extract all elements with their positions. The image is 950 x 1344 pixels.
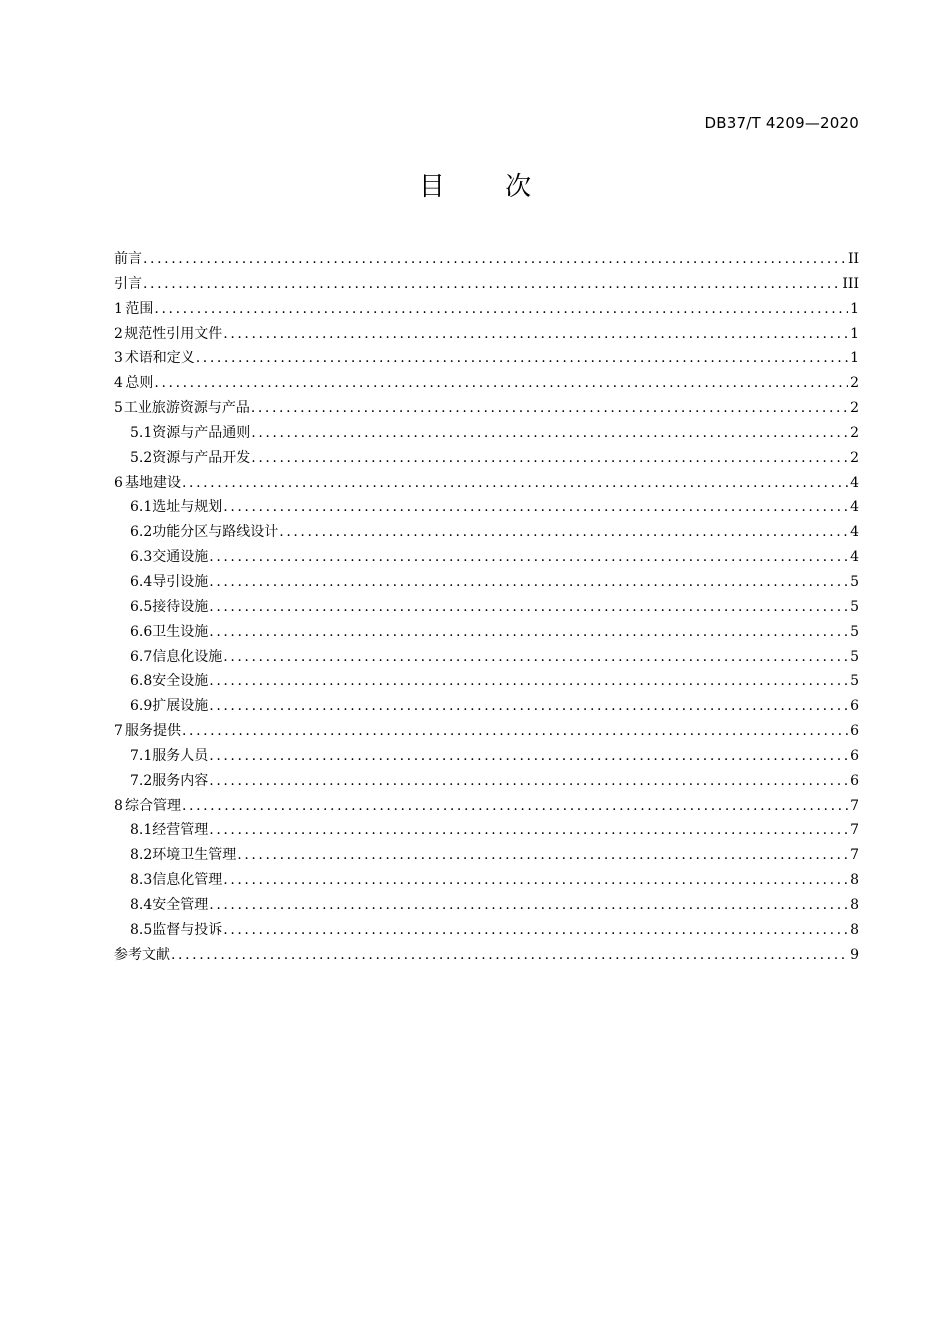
toc-entry-label: 基地建设 [124, 474, 181, 491]
toc-entry[interactable] [114, 520, 859, 545]
toc-dot-leader [209, 620, 848, 645]
toc-dot-leader [237, 843, 848, 868]
toc-entry-label: 总则 [125, 375, 154, 392]
toc-entry-page-number: 4 [850, 549, 859, 566]
toc-entry-label: 工业旅游资源与产品 [123, 400, 250, 417]
toc-dot-leader [182, 471, 848, 496]
toc-entry[interactable] [114, 371, 859, 396]
toc-entry-number: 7.2 [130, 772, 153, 789]
toc-entry-label: 接待设施 [152, 598, 209, 615]
toc-entry-page-number: 1 [850, 325, 859, 342]
toc-entry-page-number: 6 [850, 747, 859, 764]
toc-entry-number: 7 [114, 723, 123, 740]
toc-entry-page-number: III [842, 275, 859, 292]
toc-entry[interactable] [114, 719, 859, 744]
toc-entry-number: 5 [114, 400, 123, 417]
toc-entry-label: 经营管理 [152, 822, 209, 839]
toc-entry-page-number: 5 [850, 623, 859, 640]
table-of-contents [114, 247, 859, 967]
toc-dot-leader [209, 669, 848, 694]
toc-entry[interactable] [114, 794, 859, 819]
toc-entry-number: 8.3 [130, 872, 153, 889]
toc-entry-label: 信息化管理 [152, 872, 223, 889]
toc-entry-number: 6.4 [130, 573, 153, 590]
toc-entry-label: 参考文献 [114, 946, 170, 963]
toc-entry[interactable] [114, 918, 859, 943]
toc-entry-label: 资源与产品通则 [152, 424, 251, 441]
toc-entry[interactable] [114, 421, 859, 446]
toc-dot-leader [171, 943, 848, 968]
toc-entry-page-number: 8 [850, 921, 859, 938]
toc-entry-page-number: 5 [850, 598, 859, 615]
toc-dot-leader [223, 645, 848, 670]
toc-entry-label: 引言 [114, 275, 142, 292]
toc-entry-page-number: 2 [850, 400, 859, 417]
toc-dot-leader [182, 794, 848, 819]
toc-entry-page-number: 5 [850, 648, 859, 665]
toc-entry[interactable] [114, 471, 859, 496]
toc-entry[interactable] [114, 495, 859, 520]
toc-entry[interactable] [114, 570, 859, 595]
toc-dot-leader [209, 769, 848, 794]
toc-entry-label: 规范性引用文件 [124, 325, 223, 342]
toc-entry-page-number: 7 [850, 847, 859, 864]
toc-entry-page-number: 4 [850, 499, 859, 516]
toc-entry[interactable] [114, 272, 859, 297]
toc-dot-leader [223, 918, 848, 943]
toc-dot-leader [209, 744, 848, 769]
toc-entry[interactable] [114, 744, 859, 769]
toc-entry-label: 综合管理 [124, 797, 181, 814]
toc-entry-page-number: 6 [850, 772, 859, 789]
toc-entry[interactable] [114, 893, 859, 918]
toc-entry-page-number: 2 [850, 375, 859, 392]
toc-entry-label: 前言 [114, 251, 142, 267]
toc-entry[interactable] [114, 396, 859, 421]
toc-entry-page-number: 5 [850, 573, 859, 590]
toc-entry-label: 选址与规划 [152, 499, 223, 516]
toc-dot-leader [223, 868, 848, 893]
toc-dot-leader [209, 545, 848, 570]
toc-entry[interactable] [114, 545, 859, 570]
toc-entry-page-number: 5 [850, 673, 859, 690]
toc-entry-label: 交通设施 [152, 549, 209, 566]
toc-entry-page-number: 9 [850, 946, 859, 963]
toc-entry-page-number: 8 [850, 872, 859, 889]
toc-dot-leader [251, 446, 848, 471]
toc-entry-label: 资源与产品开发 [152, 449, 251, 466]
toc-entry[interactable] [114, 446, 859, 471]
toc-entry[interactable] [114, 769, 859, 794]
toc-entry-number: 6.8 [130, 673, 153, 690]
toc-entry-label: 导引设施 [152, 573, 209, 590]
toc-dot-leader [209, 818, 848, 843]
toc-entry[interactable] [114, 297, 859, 322]
toc-entry-page-number: 6 [850, 723, 859, 740]
toc-entry[interactable] [114, 620, 859, 645]
toc-entry[interactable] [114, 346, 859, 371]
toc-entry-number: 3 [114, 350, 123, 367]
toc-entry-label: 监督与投诉 [152, 921, 223, 938]
toc-entry-label: 范围 [125, 300, 154, 317]
toc-entry-number: 2 [114, 325, 123, 342]
toc-entry-number: 6.1 [130, 499, 153, 516]
toc-dot-leader [182, 719, 848, 744]
toc-entry-label: 卫生设施 [152, 623, 209, 640]
toc-entry-label: 术语和定义 [124, 350, 195, 367]
toc-entry-number: 8.1 [130, 822, 153, 839]
toc-entry[interactable] [114, 595, 859, 620]
toc-entry-page-number: 2 [850, 449, 859, 466]
toc-dot-leader [209, 595, 848, 620]
toc-dot-leader [143, 247, 846, 272]
toc-entry-page-number: 7 [850, 822, 859, 839]
toc-dot-leader [279, 520, 848, 545]
toc-entry-number: 6.2 [130, 524, 153, 541]
toc-dot-leader [209, 570, 848, 595]
toc-entry[interactable] [114, 645, 859, 670]
toc-entry[interactable] [114, 694, 859, 719]
toc-entry-page-number: 4 [850, 524, 859, 541]
toc-dot-leader [223, 495, 848, 520]
toc-entry[interactable] [114, 843, 859, 868]
toc-entry-number: 1 [114, 300, 123, 317]
toc-dot-leader [154, 297, 848, 322]
toc-entry-label: 环境卫生管理 [152, 847, 237, 864]
toc-entry-page-number: 1 [850, 350, 859, 367]
toc-entry-label: 服务提供 [124, 723, 181, 740]
toc-entry-page-number: 2 [850, 424, 859, 441]
toc-entry-page-number: 8 [850, 896, 859, 913]
page-title: 目 次 [418, 172, 558, 202]
toc-entry[interactable] [114, 322, 859, 347]
toc-entry-label: 服务人员 [152, 747, 209, 764]
toc-entry-number: 4 [114, 375, 123, 392]
toc-entry-number: 8 [114, 797, 123, 814]
toc-entry[interactable] [114, 868, 859, 893]
toc-entry-label: 功能分区与路线设计 [152, 524, 279, 541]
toc-dot-leader [209, 893, 848, 918]
toc-dot-leader [209, 694, 848, 719]
toc-entry-label: 安全管理 [152, 896, 209, 913]
document-code: DB37/T 4209—2020 [704, 114, 859, 132]
toc-dot-leader [223, 322, 848, 347]
toc-entry-page-number: 6 [850, 698, 859, 715]
toc-entry-number: 7.1 [130, 747, 153, 764]
toc-entry-page-number: 4 [850, 474, 859, 491]
toc-entry-number: 6.6 [130, 623, 153, 640]
toc-dot-leader [251, 421, 848, 446]
toc-entry-label: 信息化设施 [152, 648, 223, 665]
toc-entry-label: 扩展设施 [152, 698, 209, 715]
toc-entry-number: 8.4 [130, 896, 153, 913]
toc-entry-number: 8.5 [130, 921, 153, 938]
toc-entry-number: 5.1 [130, 424, 153, 441]
toc-dot-leader [154, 371, 848, 396]
toc-entry-page-number: II [847, 251, 859, 267]
toc-dot-leader [143, 272, 840, 297]
toc-entry-page-number: 7 [850, 797, 859, 814]
toc-dot-leader [196, 346, 848, 371]
toc-entry-number: 6 [114, 474, 123, 491]
toc-entry[interactable] [114, 943, 859, 968]
toc-entry-page-number: 1 [850, 300, 859, 317]
toc-entry-label: 服务内容 [152, 772, 209, 789]
toc-dot-leader [251, 396, 848, 421]
toc-entry-number: 6.5 [130, 598, 153, 615]
toc-entry[interactable] [114, 669, 859, 694]
toc-entry-number: 6.3 [130, 549, 153, 566]
toc-entry-number: 8.2 [130, 847, 153, 864]
toc-entry-number: 6.7 [130, 648, 153, 665]
toc-entry[interactable] [114, 818, 859, 843]
toc-entry-number: 6.9 [130, 698, 153, 715]
toc-entry-number: 5.2 [130, 449, 153, 466]
toc-entry-label: 安全设施 [152, 673, 209, 690]
toc-entry[interactable] [114, 247, 859, 272]
